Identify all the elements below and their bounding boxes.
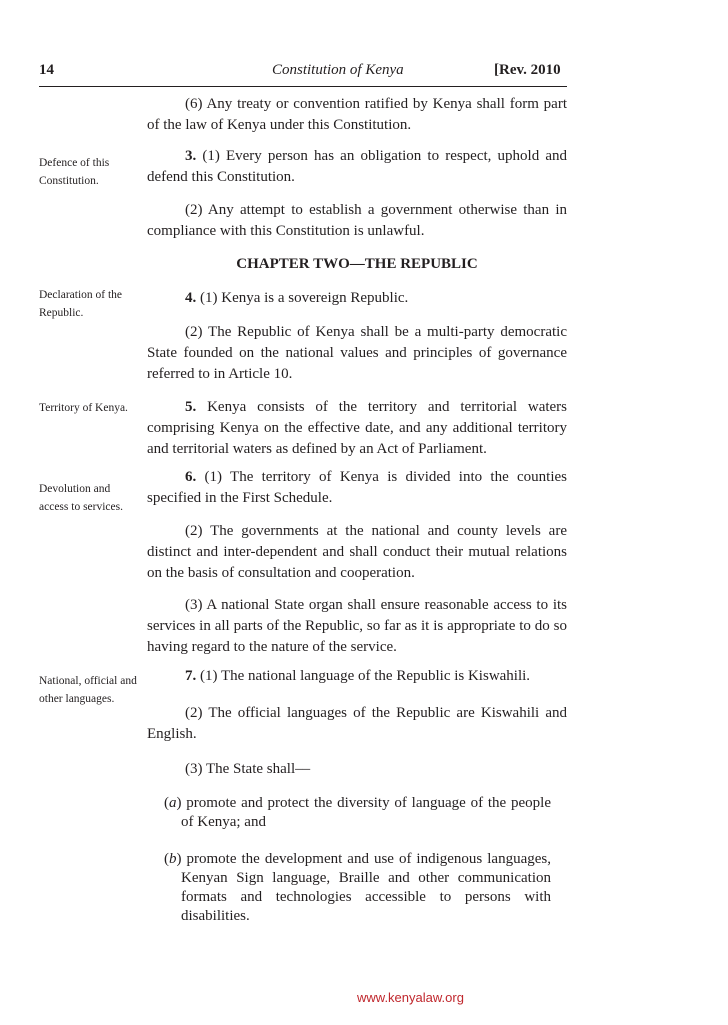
list-label: b bbox=[169, 851, 177, 867]
list-item-a: (a) promote and protect the diversity of language of the people of Kenya; and bbox=[164, 795, 551, 830]
article-number: 3. bbox=[185, 148, 197, 164]
paragraph-text: (1) Kenya is a sovereign Republic. bbox=[200, 290, 409, 306]
margin-note-line: other languages. bbox=[39, 693, 115, 705]
paragraph-2-6 bbox=[147, 94, 567, 136]
margin-note-line: Defence of this bbox=[39, 157, 110, 169]
article-3-clause-2 bbox=[147, 200, 567, 242]
paragraph-text: (2) The Republic of Kenya shall be a multi-party democratic State founded on the national values and principles of governance referred to in Article 10. bbox=[147, 324, 567, 382]
margin-note-line: Territory of Kenya. bbox=[39, 402, 128, 414]
article-5 bbox=[147, 397, 567, 460]
paragraph-text: (6) Any treaty or convention ratified by Kenya shall form part of the law of Kenya under this Constitution. bbox=[147, 96, 567, 133]
margin-note-art7 bbox=[39, 672, 139, 708]
running-title: Constitution of Kenya bbox=[272, 62, 404, 78]
page-number: 14 bbox=[39, 62, 54, 78]
margin-note-art4 bbox=[39, 286, 139, 322]
article-7-clause-2 bbox=[147, 703, 567, 745]
footer-url: www.kenyalaw.org bbox=[357, 990, 464, 1005]
list-item-text: promote and protect the diversity of language of the people of Kenya; and bbox=[181, 795, 551, 830]
margin-note-line: Constitution. bbox=[39, 175, 99, 187]
margin-note-line: Devolution and bbox=[39, 483, 111, 495]
article-4-clause-1 bbox=[147, 288, 567, 309]
article-7-clause-1 bbox=[147, 666, 567, 687]
paragraph-text: (1) Every person has an obligation to respect, uphold and defend this Constitution. bbox=[147, 148, 567, 185]
paragraph-text: (2) Any attempt to establish a government otherwise than in compliance with this Constitution is unlawful. bbox=[147, 202, 567, 239]
paragraph-text: (2) The governments at the national and county levels are distinct and inter-dependent and shall conduct their mutual relations on the basis of consultation and cooperation. bbox=[147, 523, 567, 581]
list-item-b: (b) promote the development and use of indigenous languages, Kenyan Sign language, Braille and other communication formats and technologies accessible to persons with disabilities. bbox=[164, 851, 551, 924]
article-number: 7. bbox=[185, 668, 197, 684]
article-7-clause-3 bbox=[147, 759, 567, 780]
margin-note-art6 bbox=[39, 480, 139, 516]
list-label: a bbox=[169, 795, 177, 811]
paragraph-text: (2) The official languages of the Republic are Kiswahili and English. bbox=[147, 705, 567, 742]
margin-note-art3 bbox=[39, 154, 139, 190]
article-6-clause-2 bbox=[147, 521, 567, 584]
paragraph-text: (3) The State shall–– bbox=[185, 761, 311, 777]
article-number: 5. bbox=[185, 399, 197, 415]
article-number: 4. bbox=[185, 290, 197, 306]
margin-note-art5 bbox=[39, 399, 139, 417]
paragraph-text: (1) The territory of Kenya is divided into the counties specified in the First Schedule. bbox=[147, 469, 567, 506]
article-number: 6. bbox=[185, 469, 197, 485]
margin-note-line: National, official and bbox=[39, 675, 137, 687]
list-item-text: promote the development and use of indigenous languages, Kenyan Sign language, Braille and other communication formats and technologies accessible to persons with disabilities. bbox=[181, 851, 551, 924]
header-rule bbox=[39, 86, 567, 87]
article-3-clause-1 bbox=[147, 146, 567, 188]
margin-note-line: access to services. bbox=[39, 501, 123, 513]
paragraph-text: Kenya consists of the territory and territorial waters comprising Kenya on the effective date, and any additional territory and territorial waters as defined by an Act of Parliament. bbox=[147, 399, 568, 457]
article-6-clause-3 bbox=[147, 595, 567, 658]
paragraph-text: (3) A national State organ shall ensure reasonable access to its services in all parts of the Republic, so far as it is appropriate to do so having regard to the nature of the service. bbox=[147, 597, 567, 655]
article-4-clause-2 bbox=[147, 322, 567, 385]
revision-label: [Rev. 2010 bbox=[494, 62, 561, 78]
margin-note-line: Declaration of the bbox=[39, 289, 123, 301]
paragraph-text: (1) The national language of the Republic is Kiswahili. bbox=[200, 668, 531, 684]
article-6-clause-1 bbox=[147, 467, 567, 509]
chapter-heading: CHAPTER TWO—THE REPUBLIC bbox=[236, 256, 478, 272]
margin-note-line: Republic. bbox=[39, 307, 84, 319]
